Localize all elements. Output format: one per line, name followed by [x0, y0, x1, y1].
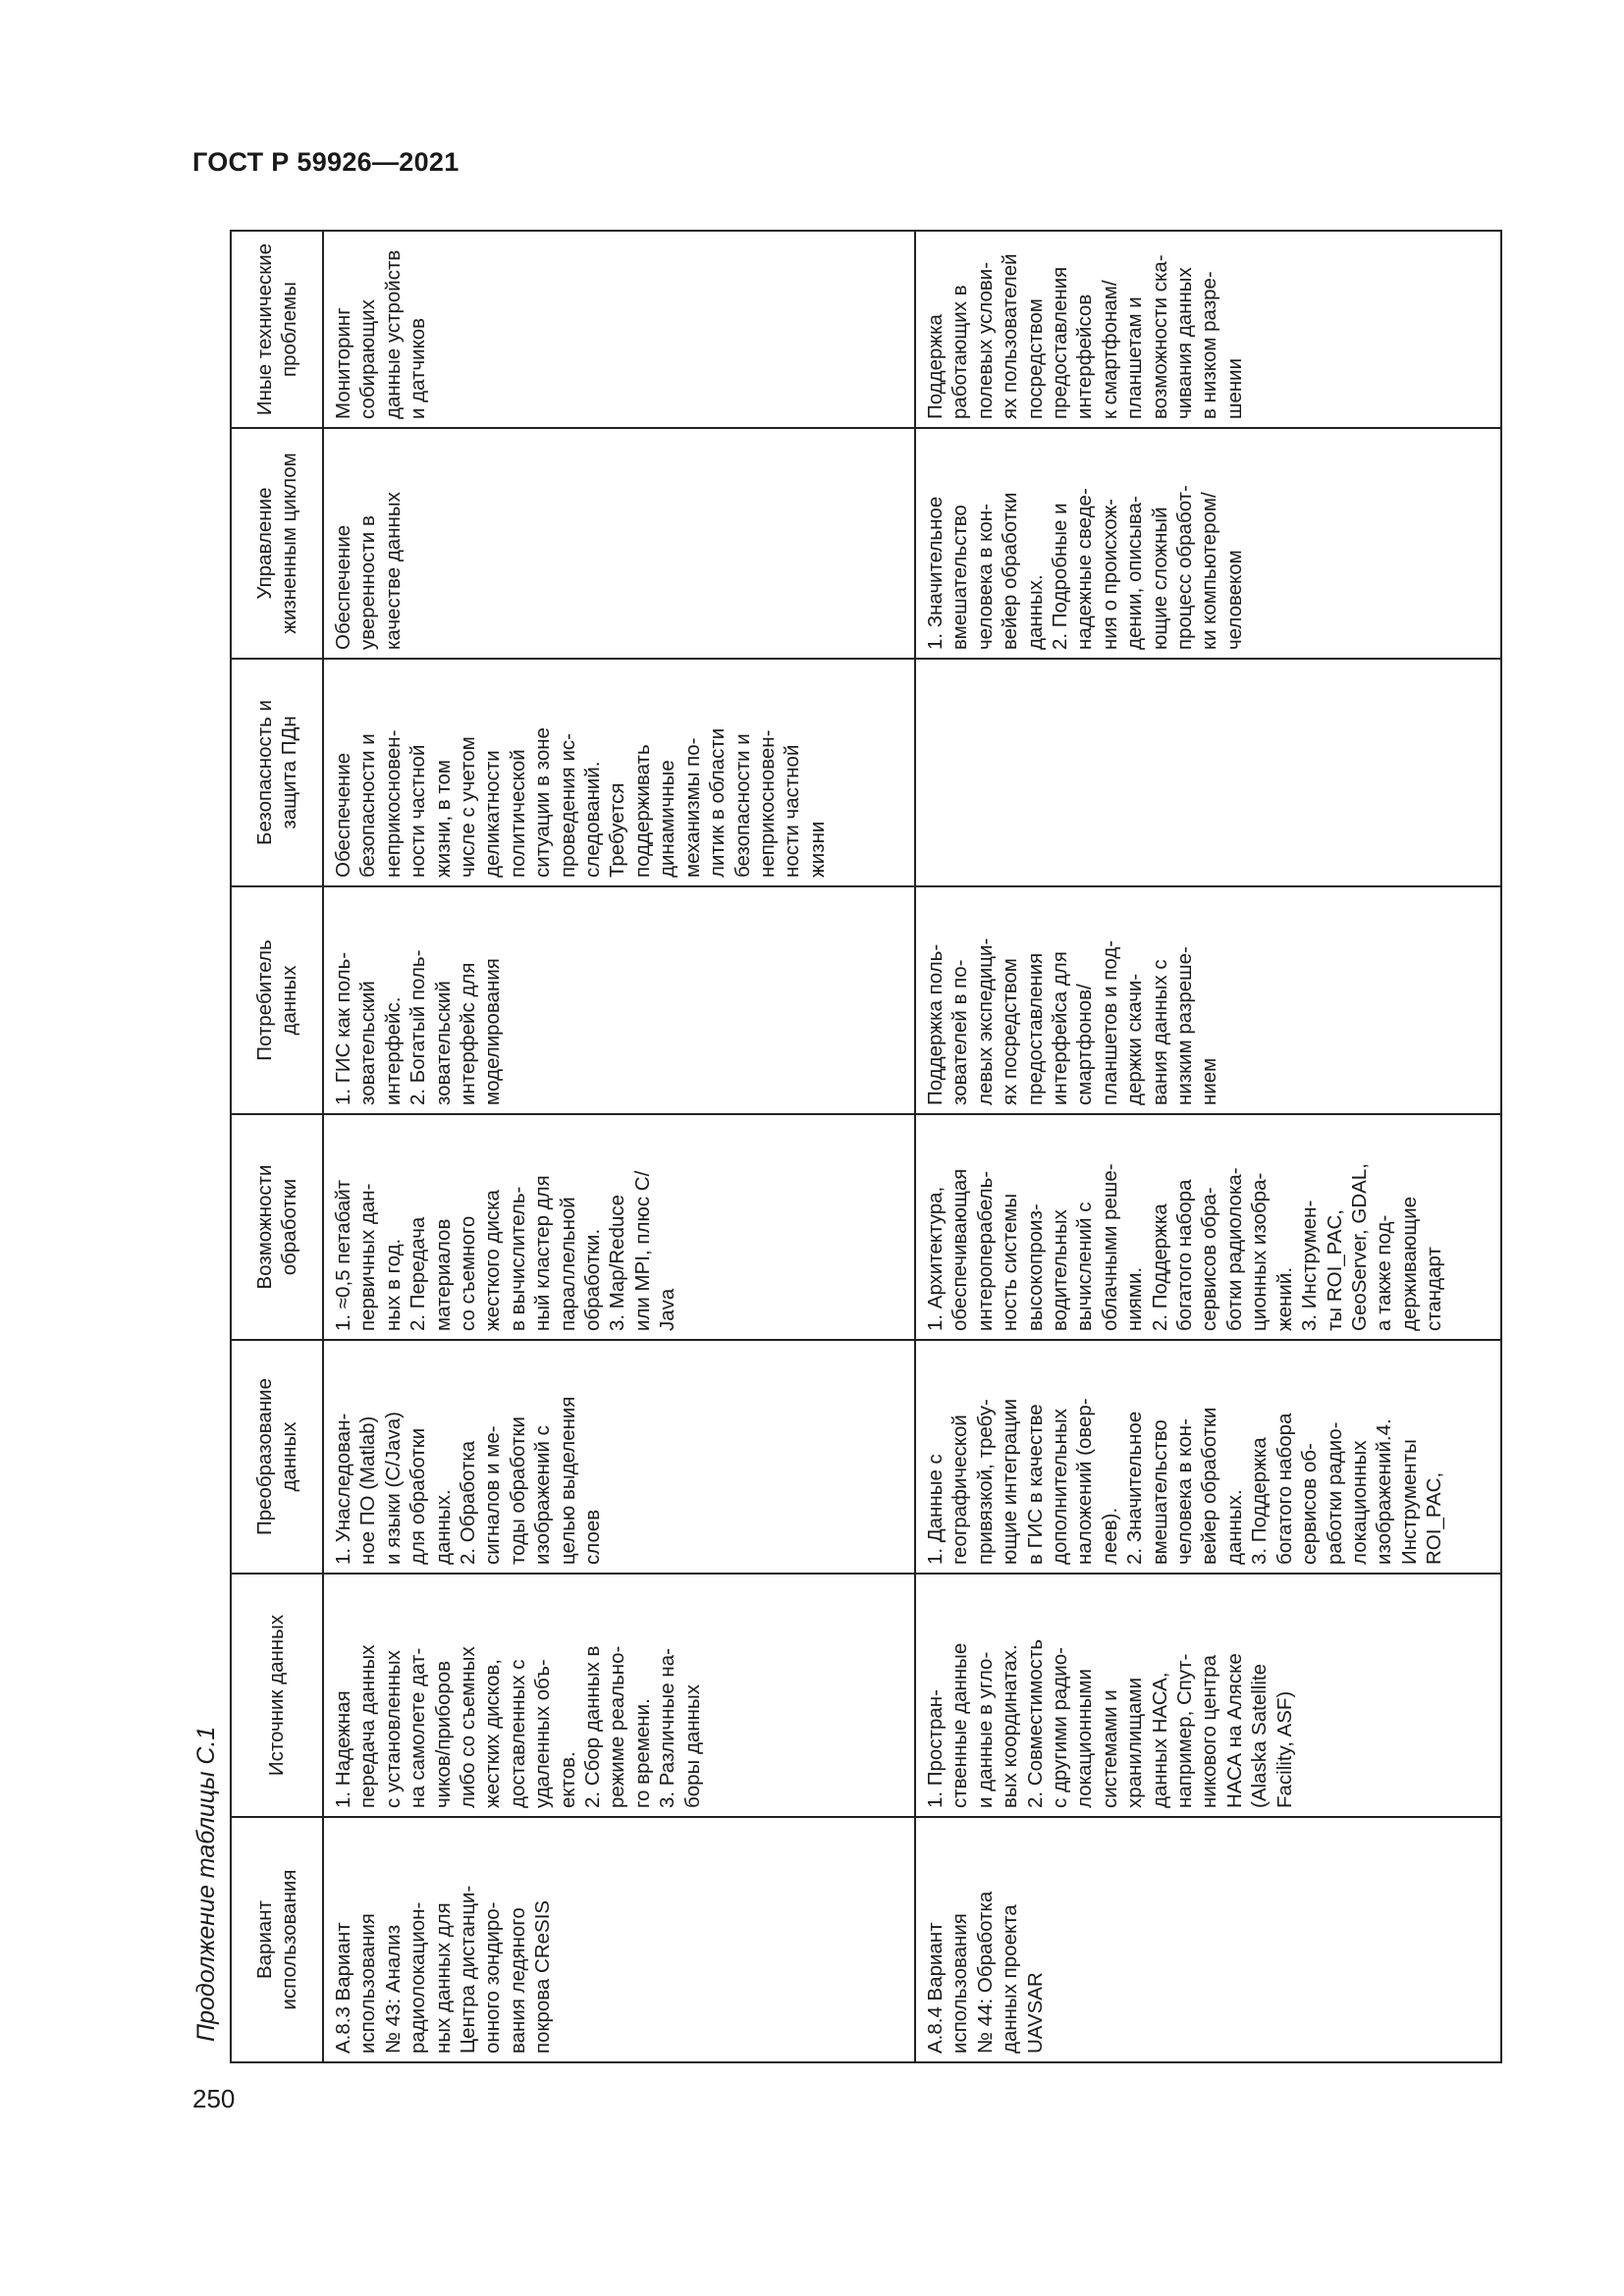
cell-processing-capabilities: 1. ≈0,5 петабайт первичных дан- ных в год. 2. Передача материалов со съемного жесткого диска в вычислитель- ный кластер для параллельной обработки. 3. Map/Reduce или MPI, плюс C/ Java [323, 1114, 915, 1340]
use-case-table [230, 230, 1502, 2063]
document-header: ГОСТ Р 59926—2021 [192, 147, 460, 177]
column-header: Управление жизненным циклом [231, 428, 323, 659]
cell-other-technical-issues: Поддержка работающих в полевых услови- ях пользователей посредством предоставления интерфейсов к смартфонам/ планшетам и возможности ска- чивания данных в низком разре- шении [915, 231, 1501, 428]
cell-data-source: 1. Простран- ственные данные и данные в угло- вых координатах. 2. Совместимость с другими радио- локационными системами и хранилищами данных НАСА, например, Спут- никового центра НАСА на Аляске (Alaska Satellite Facility, ASF) [915, 1574, 1501, 1817]
cell-data-transformation: 1. Данные с географической привязкой, требу- ющие интеграции в ГИС в качестве дополнительных наложений (овер- леев). 2. Значительное вмешательство человека в кон- вейер обработки данных. 3. Поддержка богатого набора сервисов об- работки радио- локационных изображений.4. Инструменты ROI_PAC, [915, 1340, 1501, 1574]
cell-lifecycle-management: Обеспечение уверенности в качестве данных [323, 428, 915, 659]
column-header: Вариант использования [231, 1817, 323, 2062]
cell-other-technical-issues: Мониторинг собирающих данные устройств и датчиков [323, 231, 915, 428]
cell-security-privacy [915, 659, 1501, 886]
cell-data-consumer: 1. ГИС как поль- зовательский интерфейс. 2. Богатый поль- зовательский интерфейс для моделирования [323, 886, 915, 1114]
column-header: Преобразование данных [231, 1340, 323, 1574]
column-header: Источник данных [231, 1574, 323, 1817]
cell-security-privacy: Обеспечение безопасности и неприкосновен- ности частной жизни, в том числе с учетом деликатности политической ситуации в зоне проведения ис- следований. Требуется поддерживать динамичные механизмы по- литик в области безопасности и неприкосновен- ности частной жизни [323, 659, 915, 886]
column-header: Безопасность и защита ПДн [231, 659, 323, 886]
table-caption: Продолжение таблицы С.1 [192, 1726, 220, 2042]
cell-lifecycle-management: 1. Значительное вмешательство человека в кон- вейер обработки данных. 2. Подробные и надежные сведе- ния о происхож- дении, описыва- ющие сложный процесс обработ- ки компьютером/ человеком [915, 428, 1501, 659]
column-header: Иные технические проблемы [231, 231, 323, 428]
cell-data-transformation: 1. Унаследован- ное ПО (Matlab) и языки (C/Java) для обработки данных. 2. Обработка сигналов и ме- тоды обработки изображений с целью выделения слоев [323, 1340, 915, 1574]
cell-data-consumer: Поддержка поль- зователей в по- левых экспедици- ях посредством предоставления интерфейса для смартфонов/ планшетов и под- держки скачи- вания данных с низким разреше- нием [915, 886, 1501, 1114]
rotated-table-container [230, 232, 1502, 2063]
table-header-row [231, 231, 323, 2062]
cell-use-case: А.8.3 Вариант использования № 43: Анализ радиолокацион- ных данных для Центра дистанци- онного зондиро- вания ледяного покрова CReSIS [323, 1817, 915, 2062]
column-header: Потребитель данных [231, 886, 323, 1114]
cell-processing-capabilities: 1. Архитектура, обеспечивающая интероперабель- ность системы высокопроиз- водительных вычислений с облачными реше- ниями. 2. Поддержка богатого набора сервисов обра- ботки радиолока- ционных изобра- жений. 3. Инструмен- ты ROI_PAC, GeoServer, GDAL, а также под- держивающие стандарт [915, 1114, 1501, 1340]
table-row [915, 231, 1501, 2062]
table-row [323, 231, 915, 2062]
column-header: Возможности обработки [231, 1114, 323, 1340]
cell-data-source: 1. Надежная передача данных с установленных на самолете дат- чиков/приборов либо со съемных жестких дисков, доставленных с удаленных объ- ектов. 2. Сбор данных в режиме реально- го времени. 3. Различные на- боры данных [323, 1574, 915, 1817]
page-number: 250 [192, 2084, 236, 2113]
cell-use-case: А.8.4 Вариант использования № 44: Обработка данных проекта UAVSAR [915, 1817, 1501, 2062]
